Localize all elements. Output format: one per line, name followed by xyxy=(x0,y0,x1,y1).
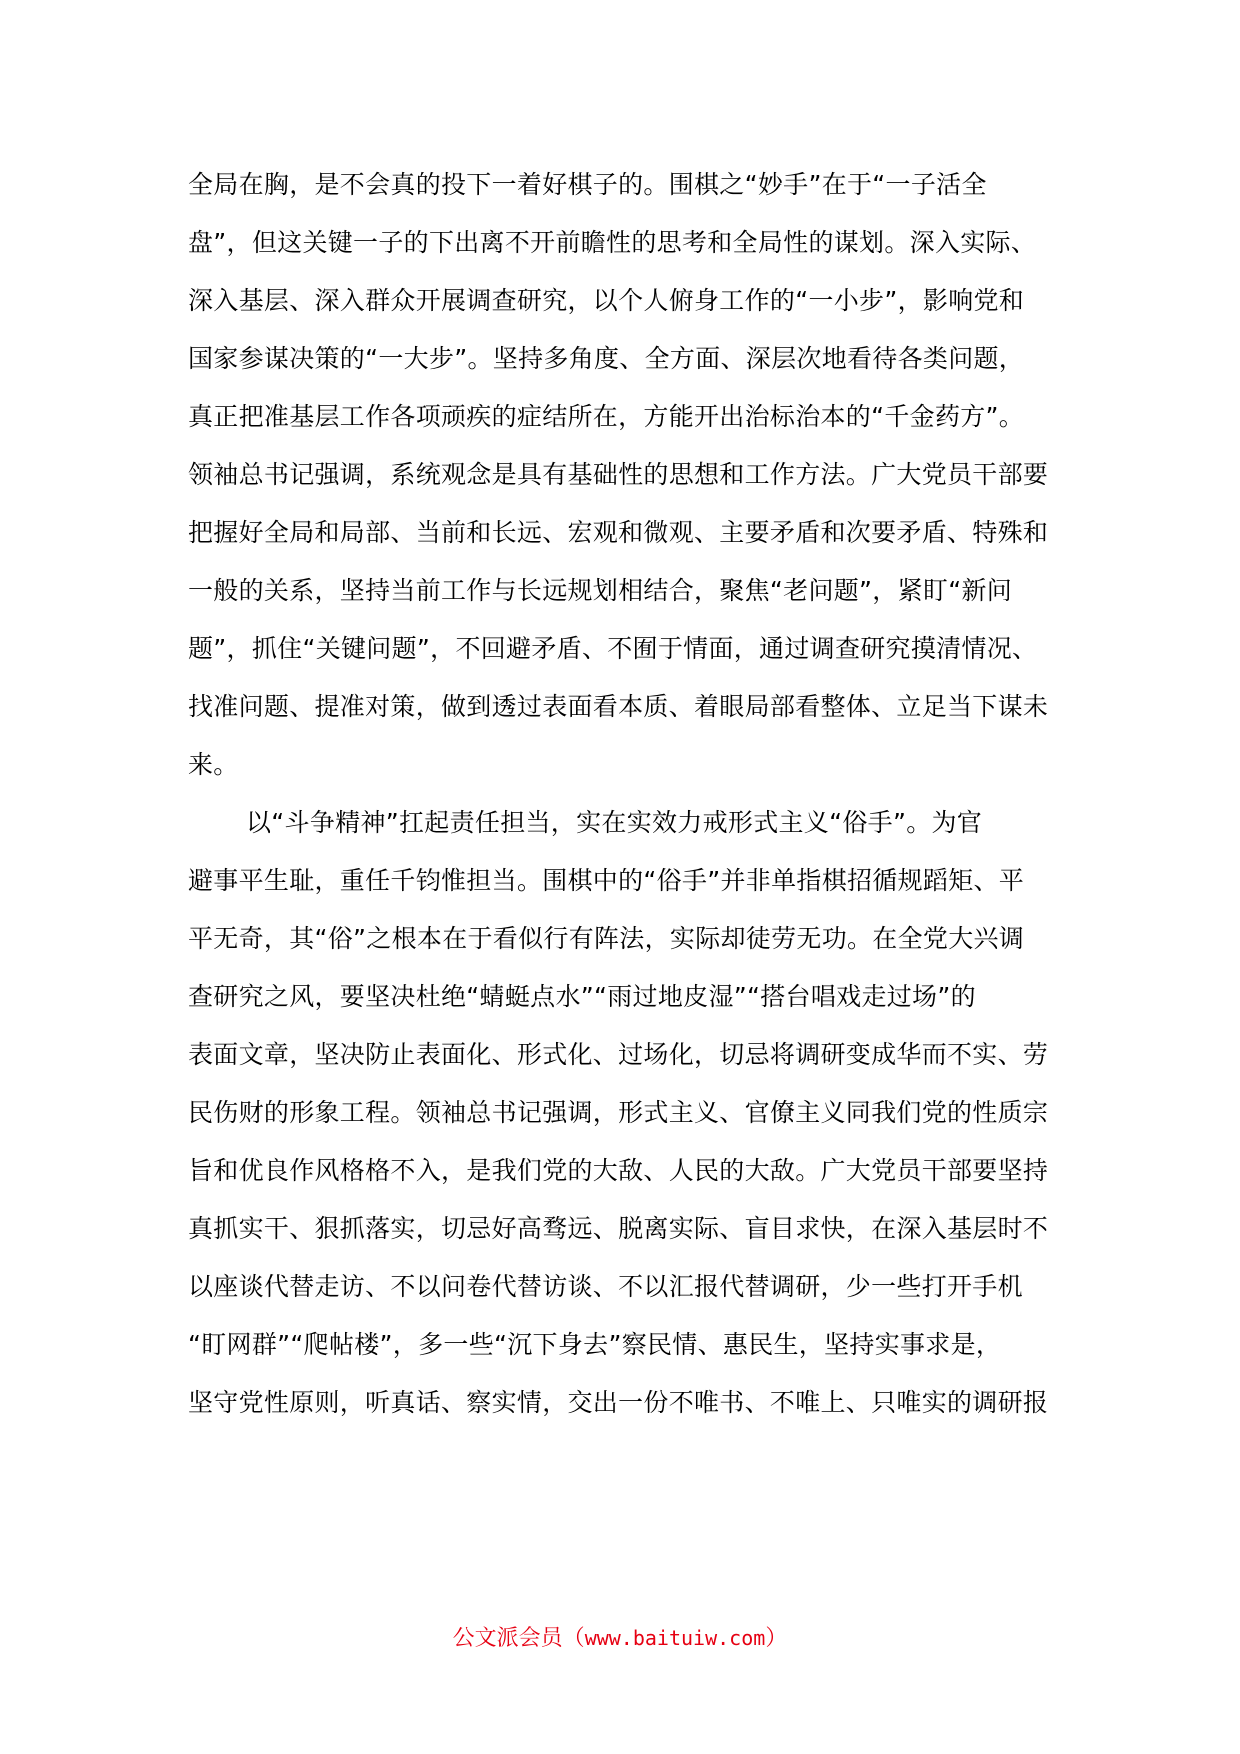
text-line-17: 民伤财的形象工程。领袖总书记强调，形式主义、官僚主义同我们党的性质宗 xyxy=(188,1098,1049,1127)
text-line-8: 一般的关系，坚持当前工作与长远规划相结合，聚焦“老问题”，紧盯“新问 xyxy=(188,576,1013,605)
text-line-14: 平无奇，其“俗”之根本在于看似行有阵法，实际却徒劳无功。在全党大兴调 xyxy=(188,924,1025,953)
footer-site-name: 公文派会员 xyxy=(452,1626,563,1651)
text-line-4: 国家参谋决策的“一大步”。坚持多角度、全方面、深层次地看待各类问题， xyxy=(188,344,1025,373)
text-line-21: “盯网群”“爬帖楼”，多一些“沉下身去”察民情、惠民生，坚持实事求是， xyxy=(188,1330,1002,1359)
text-line-6: 领袖总书记强调，系统观念是具有基础性的思想和工作方法。广大党员干部要 xyxy=(188,460,1049,489)
text-line-2: 盘”，但这关键一子的下出离不开前瞻性的思考和全局性的谋划。深入实际、 xyxy=(188,228,1037,257)
text-line-3: 深入基层、深入群众开展调查研究，以个人俯身工作的“一小步”，影响党和 xyxy=(188,286,1025,315)
text-line-15: 查研究之风，要坚决杜绝“蜻蜓点水”“雨过地皮湿”“搭台唱戏走过场”的 xyxy=(188,982,976,1011)
paragraph-start-line: 以“斗争精神”扛起责任担当，实在实效力戒形式主义“俗手”。为官 xyxy=(246,808,983,837)
text-line-5: 真正把准基层工作各项顽疾的症结所在，方能开出治标治本的“千金药方”。 xyxy=(188,402,1025,431)
footer-close-paren: ） xyxy=(765,1626,788,1651)
footer-watermark xyxy=(0,1620,1240,1657)
text-line-20: 以座谈代替走访、不以问卷代替访谈、不以汇报代替调研，少一些打开手机 xyxy=(188,1272,1023,1301)
text-line-11: 来。 xyxy=(188,750,239,779)
text-line-22: 坚守党性原则，听真话、察实情，交出一份不唯书、不唯上、只唯实的调研报 xyxy=(188,1388,1049,1417)
text-line-10: 找准问题、提准对策，做到透过表面看本质、着眼局部看整体、立足当下谋未 xyxy=(188,692,1049,721)
text-line-19: 真抓实干、狠抓落实，切忌好高骛远、脱离实际、盲目求快，在深入基层时不 xyxy=(188,1214,1049,1243)
text-line-16: 表面文章，坚决防止表面化、形式化、过场化，切忌将调研变成华而不实、劳 xyxy=(188,1040,1049,1069)
footer-url-link[interactable]: www.baituiw.com xyxy=(584,1626,766,1650)
text-line-7: 把握好全局和局部、当前和长远、宏观和微观、主要矛盾和次要矛盾、特殊和 xyxy=(188,518,1049,547)
text-line-9: 题”，抓住“关键问题”，不回避矛盾、不囿于情面，通过调查研究摸清情况、 xyxy=(188,634,1038,663)
text-line-13: 避事平生耻，重任千钧惟担当。围棋中的“俗手”并非单指棋招循规蹈矩、平 xyxy=(188,866,1025,895)
footer-open-paren: （ xyxy=(562,1626,585,1651)
text-line-1: 全局在胸，是不会真的投下一着好棋子的。围棋之“妙手”在于“一子活全 xyxy=(188,170,987,199)
text-line-18: 旨和优良作风格格不入，是我们党的大敌、人民的大敌。广大党员干部要坚持 xyxy=(188,1156,1049,1185)
